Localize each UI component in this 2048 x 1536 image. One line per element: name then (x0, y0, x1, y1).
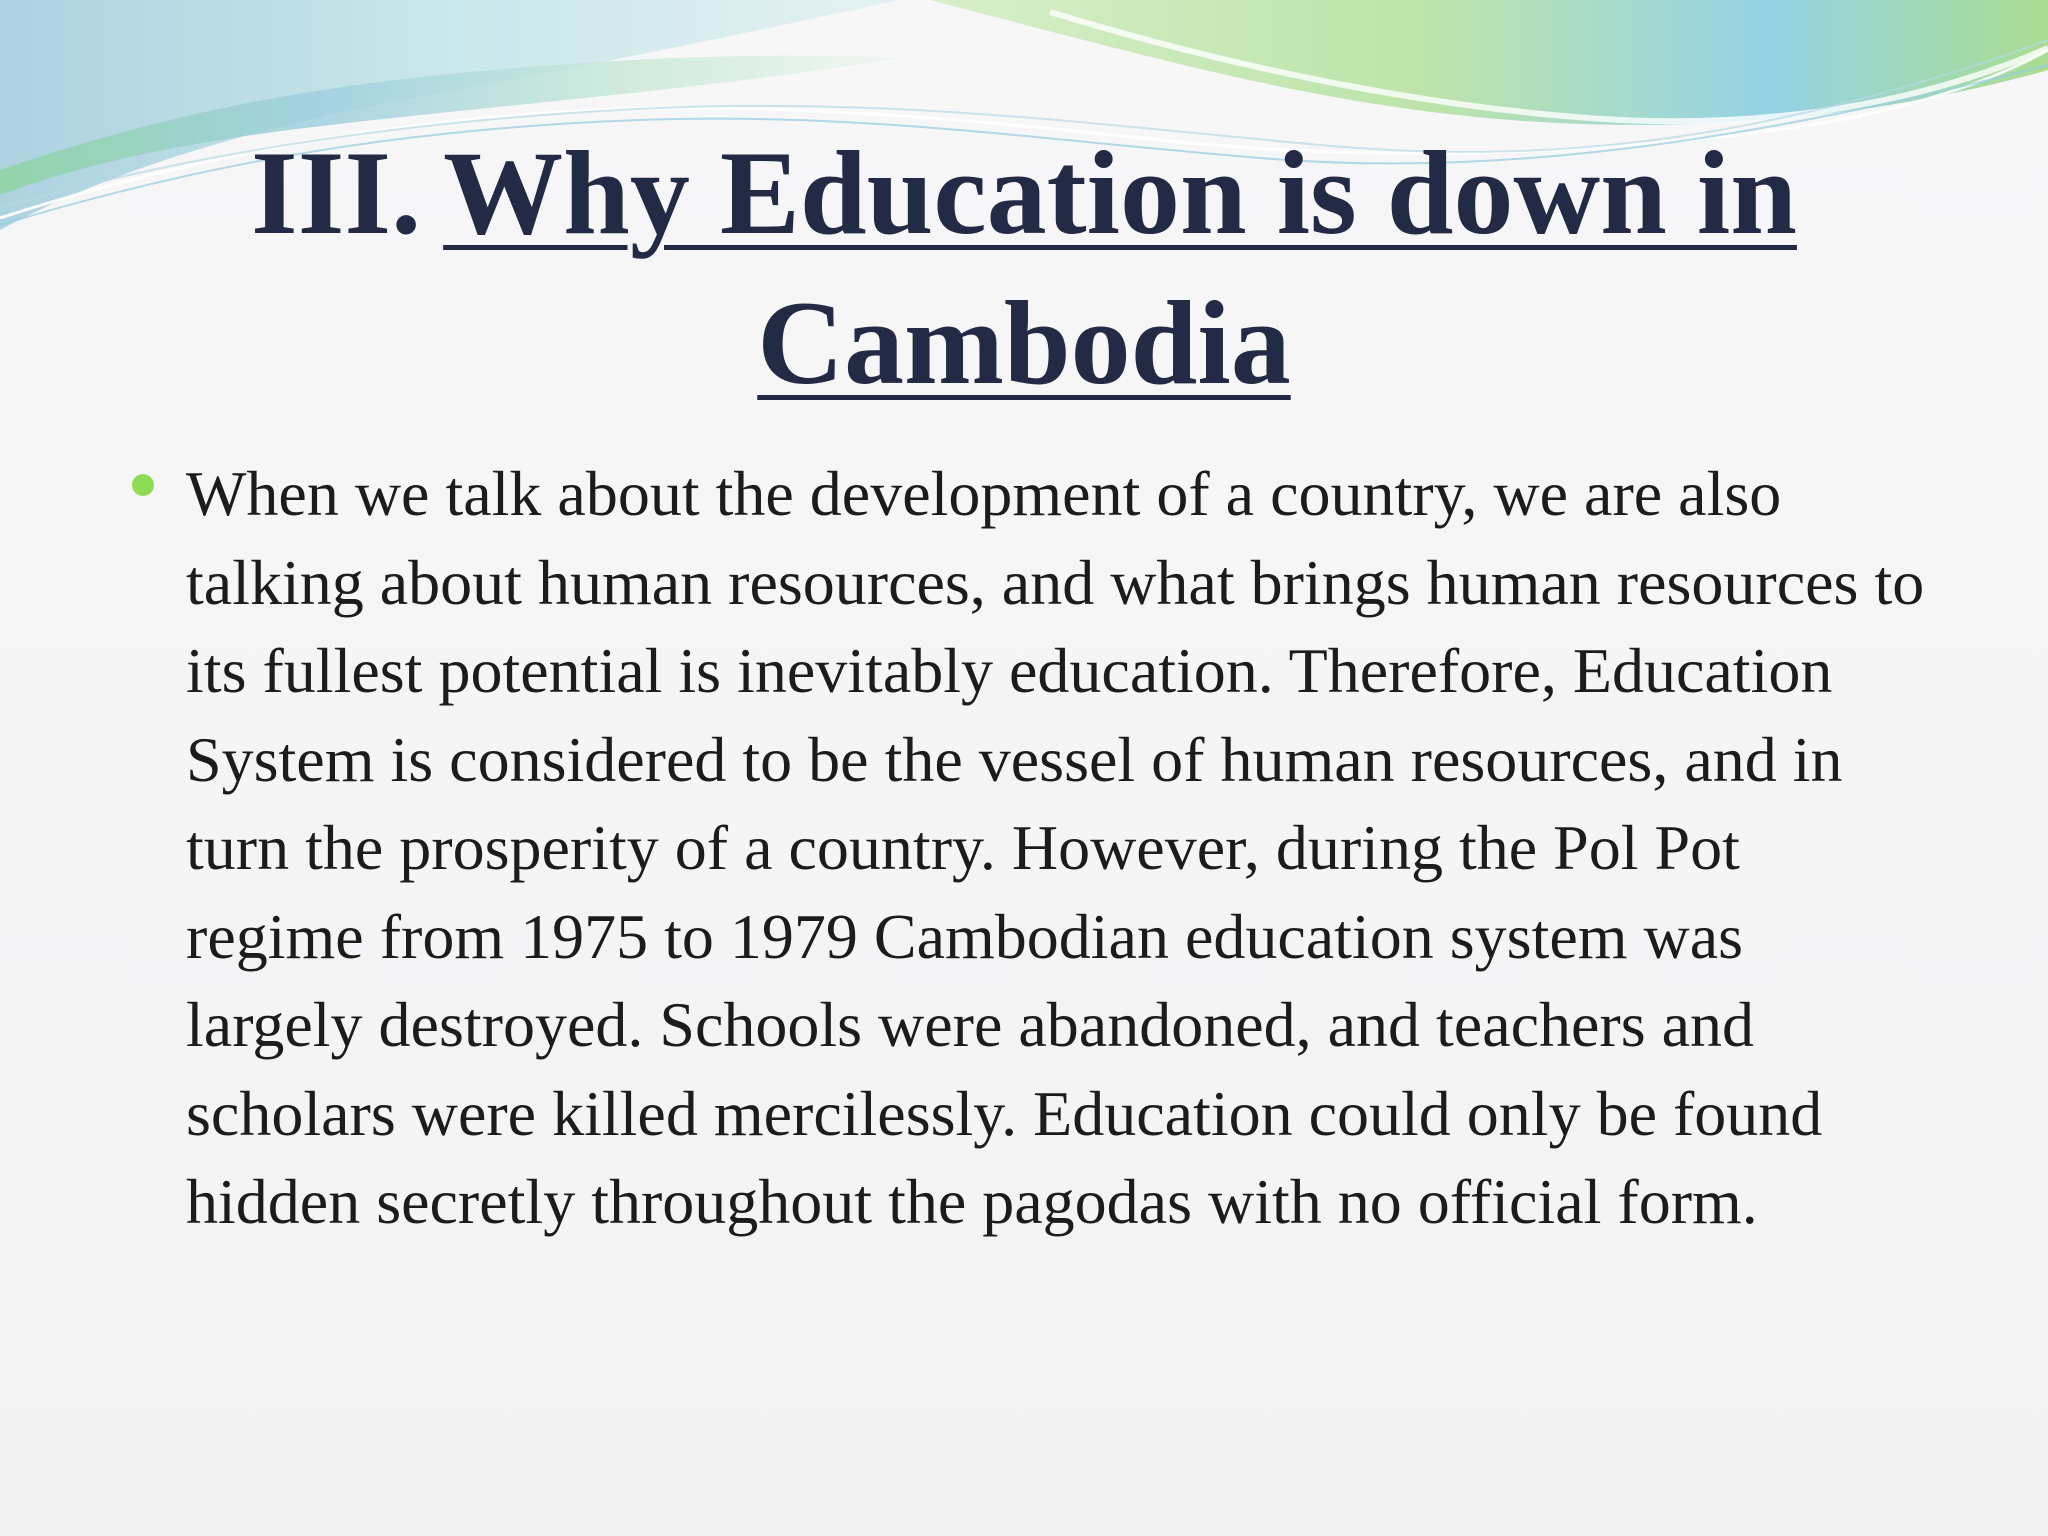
bullet-dot-icon (132, 474, 154, 496)
bullet-text: When we talk about the development of a country, we are also talking about human resources, and what brings human resources to its fullest potential is inevitably education. Therefore, Education System is considered to be the vessel of human resources, and in turn the prosperity of a country. However, during the Pol Pot regime from 1975 to 1979 Cambodian education system was largely destroyed. Schools were abandoned, and teachers and scholars were killed mercilessly. Education could only be found hidden secretly throughout the pagodas with no official form. (186, 458, 1925, 1237)
slide-title (0, 118, 2048, 418)
body-bullet-list (128, 450, 1928, 1247)
title-number: III. (251, 126, 422, 259)
title-text: Why Education is down in Cambodia (443, 126, 1797, 409)
bullet-item (128, 450, 1928, 1247)
